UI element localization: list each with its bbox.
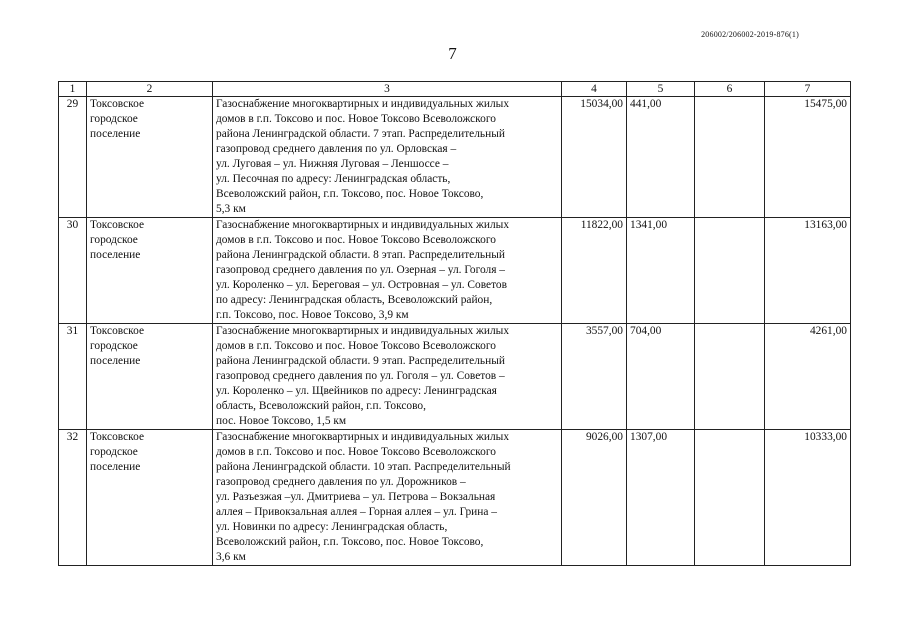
description-line: ул. Разъезжая –ул. Дмитриева – ул. Петрова – Вокзальная (216, 491, 496, 503)
value-col-5: 1341,00 (627, 218, 695, 324)
description-line: Всеволожский район, г.п. Токсово, пос. Новое Токсово, (216, 188, 484, 200)
value-col-4: 9026,00 (562, 430, 627, 566)
description-line: область, Всеволожский район, г.п. Токсово, (216, 400, 426, 412)
value-col-6 (695, 218, 765, 324)
description-cell (213, 324, 562, 430)
description-line: газопровод среднего давления по ул. Озерная – ул. Гоголя – (216, 264, 506, 276)
value-col-6 (695, 430, 765, 566)
description-line: газопровод среднего давления по ул. Дорожников – (216, 476, 466, 488)
settlement-cell (87, 97, 213, 218)
description-line: ул. Луговая – ул. Нижняя Луговая – Леншоссе – (216, 158, 449, 170)
value-col-4: 3557,00 (562, 324, 627, 430)
settlement-cell (87, 218, 213, 324)
header-col-7: 7 (765, 82, 851, 97)
description-line: Всеволожский район, г.п. Токсово, пос. Новое Токсово, (216, 536, 484, 548)
description-line: домов в г.п. Токсово и пос. Новое Токсово Всеволожского (216, 446, 496, 458)
description-cell (213, 218, 562, 324)
settlement-line: поселение (90, 461, 141, 473)
value-col-5: 1307,00 (627, 430, 695, 566)
value-col-7: 4261,00 (765, 324, 851, 430)
description-line: района Ленинградской области. 8 этап. Распределительный (216, 249, 505, 261)
value-col-5: 441,00 (627, 97, 695, 218)
settlement-line: Токсовское (90, 98, 145, 110)
settlement-line: городское (90, 446, 138, 458)
description-line: ул. Песочная по адресу: Ленинградская область, (216, 173, 451, 185)
row-number: 29 (59, 97, 87, 218)
description-line: ул. Короленко – ул. Щвейников по адресу: Ленинградская (216, 385, 497, 397)
settlement-cell (87, 430, 213, 566)
description-line: района Ленинградской области. 10 этап. Распределительный (216, 461, 511, 473)
value-col-7: 10333,00 (765, 430, 851, 566)
settlement-line: Токсовское (90, 219, 145, 231)
budget-table (58, 81, 851, 566)
header-col-3: 3 (213, 82, 562, 97)
row-number: 31 (59, 324, 87, 430)
value-col-6 (695, 324, 765, 430)
description-line: г.п. Токсово, пос. Новое Токсово, 3,9 км (216, 309, 409, 321)
description-line: по адресу: Ленинградская область, Всеволожский район, (216, 294, 493, 306)
description-line: 3,6 км (216, 551, 246, 563)
description-line: 5,3 км (216, 203, 246, 215)
value-col-4: 15034,00 (562, 97, 627, 218)
description-line: газопровод среднего давления по ул. Орловская – (216, 143, 457, 155)
row-number: 32 (59, 430, 87, 566)
table-row (59, 218, 851, 324)
header-col-6: 6 (695, 82, 765, 97)
description-line: Газоснабжение многоквартирных и индивидуальных жилых (216, 431, 510, 443)
description-line: аллея – Привокзальная аллея – Горная аллея – ул. Грина – (216, 506, 497, 518)
settlement-line: городское (90, 113, 138, 125)
description-line: района Ленинградской области. 7 этап. Распределительный (216, 128, 505, 140)
description-cell (213, 430, 562, 566)
description-line: ул. Короленко – ул. Береговая – ул. Островная – ул. Советов (216, 279, 507, 291)
row-number: 30 (59, 218, 87, 324)
table-header-row (59, 82, 851, 97)
description-line: домов в г.п. Токсово и пос. Новое Токсово Всеволожского (216, 234, 496, 246)
description-cell (213, 97, 562, 218)
value-col-5: 704,00 (627, 324, 695, 430)
settlement-line: городское (90, 340, 138, 352)
description-line: пос. Новое Токсово, 1,5 км (216, 415, 347, 427)
description-line: Газоснабжение многоквартирных и индивидуальных жилых (216, 98, 510, 110)
description-line: Газоснабжение многоквартирных и индивидуальных жилых (216, 219, 510, 231)
value-col-6 (695, 97, 765, 218)
settlement-cell (87, 324, 213, 430)
description-line: газопровод среднего давления по ул. Гоголя – ул. Советов – (216, 370, 505, 382)
settlement-line: поселение (90, 355, 141, 367)
page-number: 7 (448, 44, 457, 63)
header-col-1: 1 (59, 82, 87, 97)
value-col-7: 15475,00 (765, 97, 851, 218)
header-col-5: 5 (627, 82, 695, 97)
table-row (59, 430, 851, 566)
settlement-line: поселение (90, 128, 141, 140)
settlement-line: городское (90, 234, 138, 246)
settlement-line: поселение (90, 249, 141, 261)
value-col-7: 13163,00 (765, 218, 851, 324)
description-line: района Ленинградской области. 9 этап. Распределительный (216, 355, 505, 367)
settlement-line: Токсовское (90, 431, 145, 443)
description-line: домов в г.п. Токсово и пос. Новое Токсово Всеволожского (216, 113, 496, 125)
document-id: 206002/206002-2019-876(1) (701, 30, 799, 39)
description-line: Газоснабжение многоквартирных и индивидуальных жилых (216, 325, 510, 337)
header-col-2: 2 (87, 82, 213, 97)
table-row (59, 324, 851, 430)
header-col-4: 4 (562, 82, 627, 97)
settlement-line: Токсовское (90, 325, 145, 337)
table-row (59, 97, 851, 218)
description-line: домов в г.п. Токсово и пос. Новое Токсово Всеволожского (216, 340, 496, 352)
description-line: ул. Новинки по адресу: Ленинградская область, (216, 521, 448, 533)
value-col-4: 11822,00 (562, 218, 627, 324)
